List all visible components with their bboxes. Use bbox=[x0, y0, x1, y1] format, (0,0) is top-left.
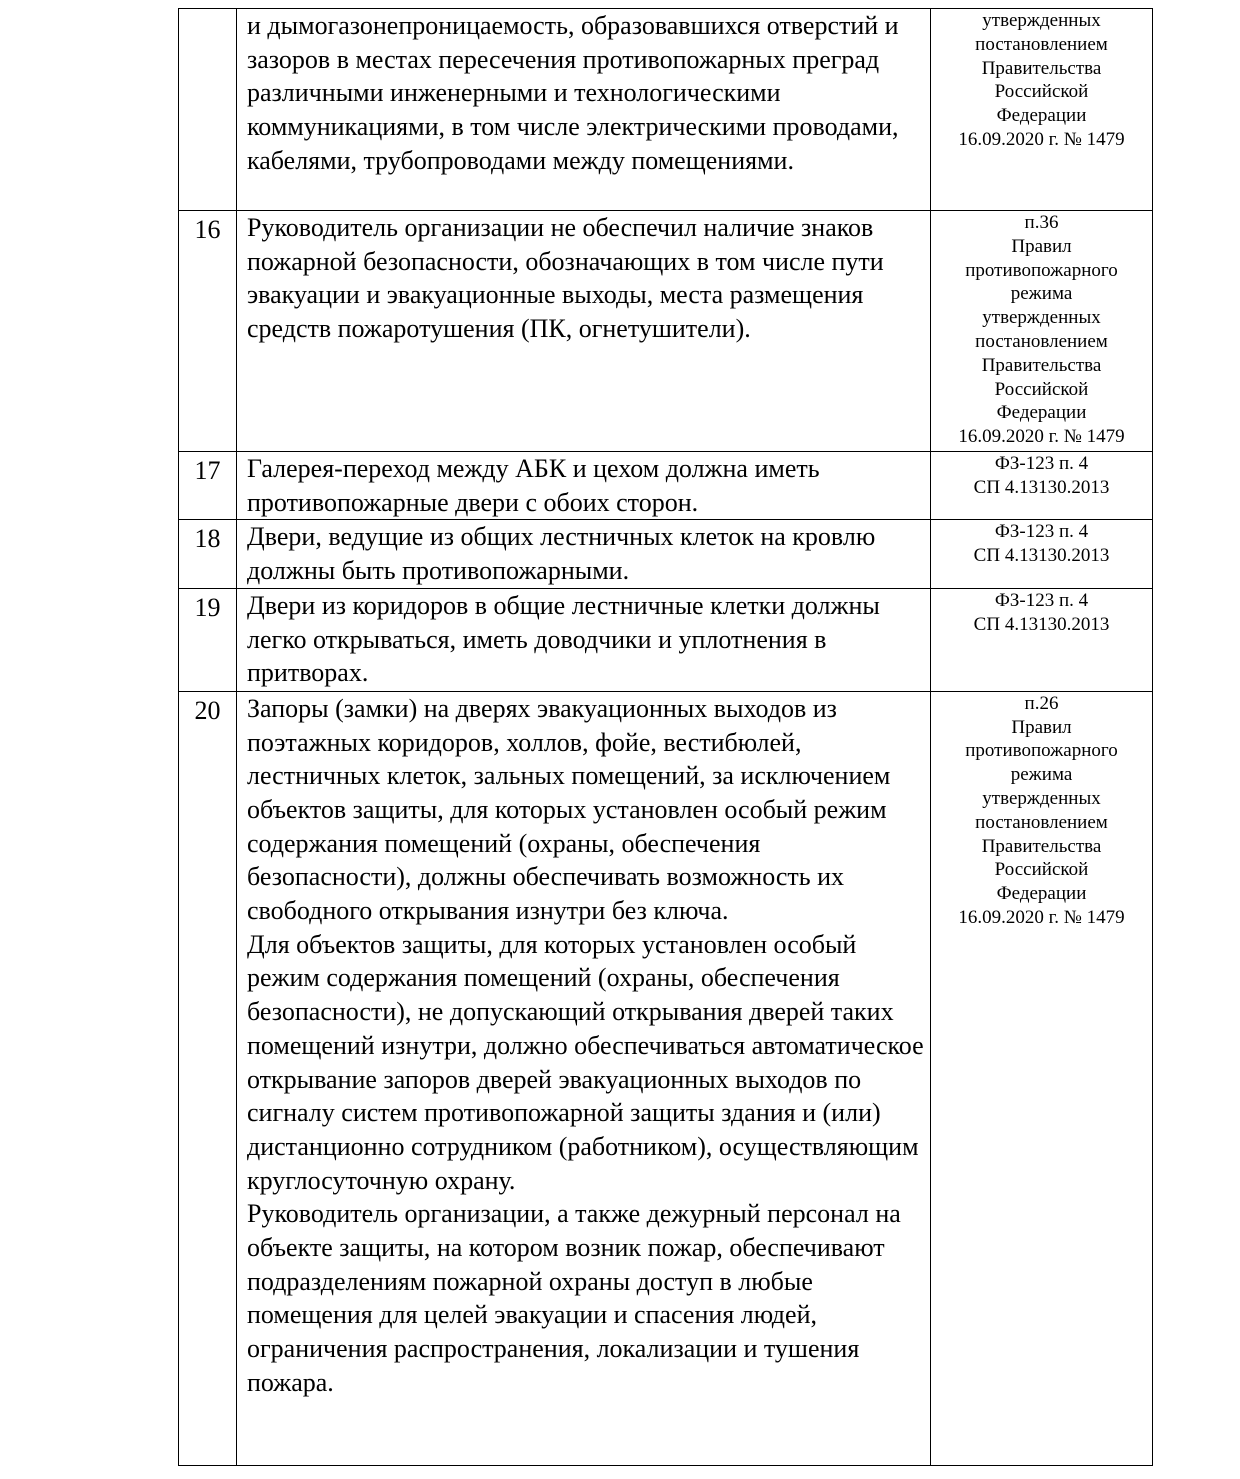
row-number: 20 bbox=[179, 691, 237, 1465]
reference-line: 16.09.2020 г. № 1479 bbox=[958, 906, 1125, 928]
regulation-reference bbox=[931, 691, 1153, 1465]
reference-line: Российской bbox=[994, 81, 1089, 103]
reference-line: утвержденных bbox=[982, 10, 1101, 31]
reference-line: Правил bbox=[1011, 716, 1072, 738]
requirement-paragraph: Галерея-переход между АБК и цехом должна иметь противопожарные двери с обоих сторон. bbox=[247, 454, 820, 517]
reference-line: 16.09.2020 г. № 1479 bbox=[958, 426, 1125, 448]
table-row bbox=[179, 520, 1153, 588]
reference-line: ФЗ-123 п. 4 bbox=[994, 589, 1089, 611]
table-row bbox=[179, 452, 1153, 520]
requirement-text bbox=[237, 520, 931, 588]
regulation-reference bbox=[931, 520, 1153, 588]
requirement-text bbox=[237, 452, 931, 520]
requirement-paragraph: и дымогазонепроницаемость, образовавшихся отверстий и зазоров в местах пересечения противопожарных преград различными инженерными и технологическими коммуникациями, в том числе электрическими проводами, кабелями, трубопроводами между помещениями. bbox=[247, 11, 899, 175]
requirements-table bbox=[178, 8, 1153, 1466]
regulation-reference bbox=[931, 211, 1153, 452]
reference-line: Правительства bbox=[981, 835, 1102, 857]
reference-line: противопожарного bbox=[965, 259, 1118, 281]
requirement-paragraph: Двери из коридоров в общие лестничные клетки должны легко открываться, иметь доводчики и уплотнения в притворах. bbox=[247, 590, 880, 688]
reference-line: противопожарного bbox=[965, 740, 1118, 762]
table-row bbox=[179, 9, 1153, 211]
reference-line: Правительства bbox=[981, 57, 1102, 79]
reference-line: утвержденных bbox=[982, 788, 1101, 809]
requirement-text bbox=[237, 211, 931, 452]
reference-line: утвержденных bbox=[982, 307, 1101, 329]
reference-line: постановлением bbox=[975, 330, 1108, 352]
row-number: 18 bbox=[179, 520, 237, 588]
table-row bbox=[179, 691, 1153, 1465]
requirement-text bbox=[237, 9, 931, 211]
reference-line: Федерации bbox=[996, 105, 1087, 127]
reference-line: СП 4.13130.2013 bbox=[973, 545, 1110, 567]
requirement-paragraph: Руководитель организации, а также дежурный персонал на объекте защиты, на котором возник пожар, обеспечивают подразделениям пожарной охраны доступ в любые помещения для целей эвакуации и спасения людей, ограничения распространения, локализации и тушения пожара. bbox=[247, 1199, 901, 1397]
row-number bbox=[179, 9, 237, 211]
regulation-reference bbox=[931, 452, 1153, 520]
table-body bbox=[179, 9, 1153, 1466]
reference-line: п.26 bbox=[1024, 692, 1059, 714]
reference-line: СП 4.13130.2013 bbox=[973, 476, 1110, 498]
reference-line: п.36 bbox=[1024, 212, 1059, 233]
row-number: 19 bbox=[179, 588, 237, 691]
row-number: 16 bbox=[179, 211, 237, 452]
requirement-paragraph: Двери, ведущие из общих лестничных клеток на кровлю должны быть противопожарными. bbox=[247, 522, 876, 586]
reference-line: СП 4.13130.2013 bbox=[973, 613, 1110, 635]
requirement-text bbox=[237, 588, 931, 691]
requirement-paragraph: Руководитель организации не обеспечил наличие знаков пожарной безопасности, обозначающих в том числе пути эвакуации и эвакуационные выходы, места размещения средств пожаротушения (ПК, огнетушители). bbox=[247, 213, 884, 344]
regulation-reference bbox=[931, 9, 1153, 211]
table-row bbox=[179, 588, 1153, 691]
reference-line: постановлением bbox=[975, 33, 1108, 55]
requirement-text bbox=[237, 691, 931, 1465]
requirement-paragraph: Запоры (замки) на дверях эвакуационных выходов из поэтажных коридоров, холлов, фойе, вестибюлей, лестничных клеток, зальных помещений, за исключением объектов защиты, для которых установлен особый режим содержания помещений (охраны, обеспечения безопасности), должны обеспечивать возможность их свободного открывания изнутри без ключа. bbox=[247, 693, 891, 926]
reference-line: ФЗ-123 п. 4 bbox=[994, 521, 1089, 543]
reference-line: режима bbox=[1010, 764, 1073, 786]
reference-line: Российской bbox=[994, 859, 1089, 881]
reference-line: Федерации bbox=[996, 402, 1087, 424]
table-row bbox=[179, 211, 1153, 452]
row-number: 17 bbox=[179, 452, 237, 520]
reference-line: Правительства bbox=[981, 354, 1102, 376]
reference-line: ФЗ-123 п. 4 bbox=[994, 453, 1089, 474]
reference-line: Федерации bbox=[996, 883, 1087, 905]
reference-line: постановлением bbox=[975, 811, 1108, 833]
reference-line: Российской bbox=[994, 378, 1089, 400]
reference-line: Правил bbox=[1011, 235, 1072, 257]
reference-line: режима bbox=[1010, 283, 1073, 305]
reference-line: 16.09.2020 г. № 1479 bbox=[958, 128, 1125, 150]
requirement-paragraph: Для объектов защиты, для которых установлен особый режим содержания помещений (охраны, обеспечения безопасности), не допускающий открывания дверей таких помещений изнутри, должно обеспечиваться автоматическое открывание запоров дверей эвакуационных выходов по сигналу систем противопожарной защиты здания и (или) дистанционно сотрудником (работником), осуществляющим круглосуточную охрану. bbox=[247, 929, 924, 1195]
regulation-reference bbox=[931, 588, 1153, 691]
